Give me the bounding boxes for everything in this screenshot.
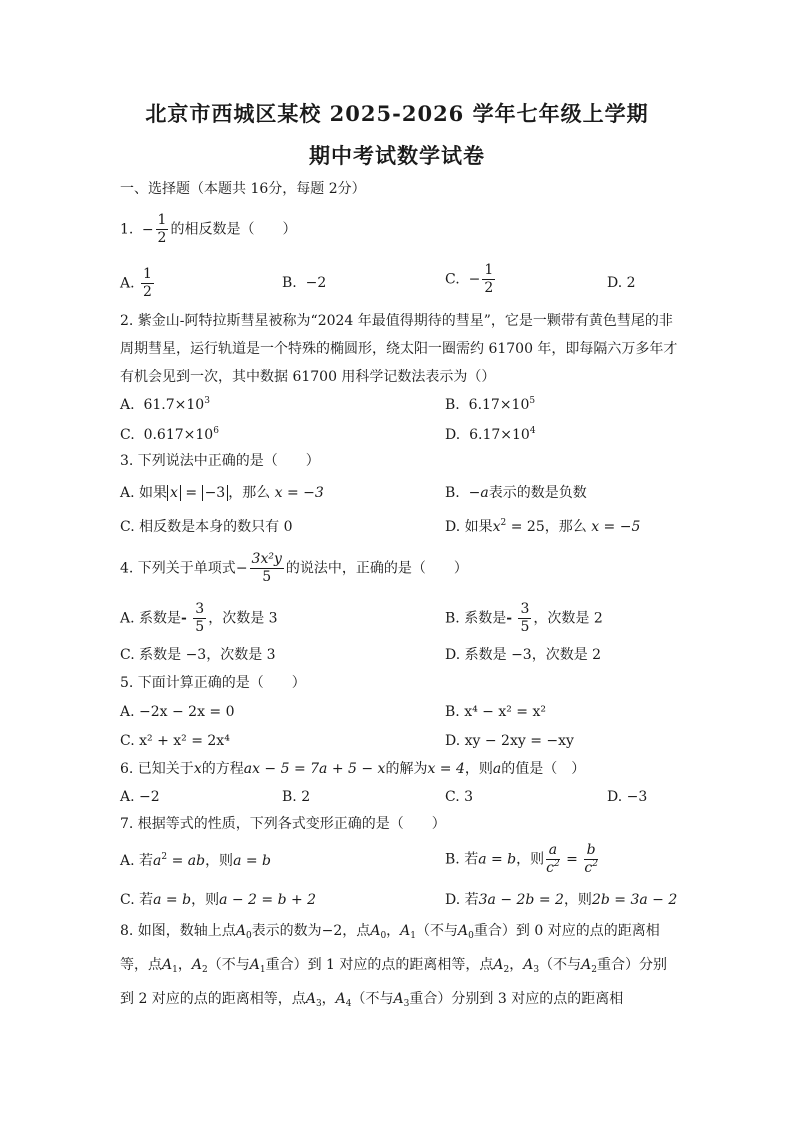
q2-option-d: D. $6.17\times 10^4$ — [445, 426, 536, 443]
question-5-stem: 5. 下面计算正确的是（ ） — [120, 675, 306, 691]
q2-option-a: A. $61.7\times 10^3$ — [120, 396, 210, 413]
question-8-line1: 8. 如图，数轴上点$A_0$表示的数为−2，点$A_0$，$A_1$（不与$A_0$重合）到 0 对应的点的距离相 — [120, 923, 660, 941]
question-2-line3: 有机会见到一次，其中数据 61700 用科学记数法表示为（） — [120, 369, 496, 385]
q1-option-a: A. $\frac{1}{2}$ — [120, 266, 152, 300]
q1-option-c: C. − $\frac{1}{2}$ — [445, 262, 494, 296]
question-7-stem: 7. 根据等式的性质，下列各式变形正确的是（ ） — [120, 816, 446, 832]
q5-option-b: B. x⁴ − x² = x² — [445, 704, 546, 720]
question-8-line3: 到 2 对应的点的距离相等，点$A_3$，$A_4$（不与$A_3$重合）分别到 3 对应的点的距离相 — [120, 991, 624, 1009]
q7-option-d: D. 若3a − 2b = 2，则2b = 3a − 2 — [445, 892, 678, 908]
q3-option-b: B. −a表示的数是负数 — [445, 485, 587, 501]
q6-option-a: A. −2 — [120, 789, 160, 805]
question-stem: 的相反数是（ ） — [170, 221, 297, 238]
q1-option-d: D. 2 — [607, 275, 636, 291]
q4-option-a: A. 系数是- $\frac{3}{5}$ ，次数是 3 — [120, 601, 278, 635]
q3-option-c: C. 相反数是本身的数只有 0 — [120, 519, 293, 535]
q3-option-a: A. 如果 x = −3 ，那么 x = −3 — [120, 485, 324, 501]
question-1: 1. − $\frac{1}{2}$ 的相反数是（ ） — [120, 212, 297, 246]
fraction: $\frac{1}{2}$ — [157, 212, 167, 246]
q2-option-b: B. $6.17\times 10^5$ — [445, 396, 536, 413]
question-2-line2: 周期彗星，运行轨道是一个特殊的椭圆形，绕太阳一圈需约 61700 年，即每隔六万多年才 — [120, 341, 678, 357]
q4-option-c: C. 系数是 −3，次数是 3 — [120, 647, 276, 663]
q1-option-b: B. −2 — [282, 275, 327, 291]
q7-option-c: C. 若a = b，则a − 2 = b + 2 — [120, 892, 317, 908]
q7-option-a: A. 若$a^2$ = ab，则a = b — [120, 852, 272, 869]
question-number: 1. — [120, 221, 134, 238]
question-4-stem: 4. 下列关于单项式− $\frac{\text{3x²y}}{5}$ 的说法中，正确的是（ ） — [120, 551, 468, 585]
q5-option-c: C. x² + x² = 2x⁴ — [120, 733, 230, 749]
q7-option-b: B. 若a = b，则 $\frac{a}{c^2}$ = $\frac{b}{c^2}$ — [445, 842, 598, 876]
question-3-stem: 3. 下列说法中正确的是（ ） — [120, 453, 320, 469]
q3-option-d: D. 如果$x^2 = 25$，那么 x = −5 — [445, 518, 641, 535]
q2-option-c: C. $0.617\times 10^6$ — [120, 426, 219, 443]
q6-option-b: B. 2 — [282, 789, 311, 805]
q6-option-d: D. −3 — [607, 789, 648, 805]
q5-option-d: D. xy − 2xy = −xy — [445, 733, 574, 749]
question-2-line1: 2. 紫金山-阿特拉斯彗星被称为“2024 年最值得期待的彗星”，它是一颗带有黄色彗尾的非 — [120, 313, 673, 329]
q5-option-a: A. −2x − 2x = 0 — [120, 704, 235, 720]
question-6-stem: 6. 已知关于x的方程ax − 5 = 7a + 5 − x的解为x = 4，则a的值是（ ） — [120, 761, 586, 777]
section-heading: 一、选择题（本题共 16分，每题 2分） — [120, 181, 366, 197]
q6-option-c: C. 3 — [445, 789, 474, 805]
question-8-line2: 等，点$A_1$，$A_2$（不与$A_1$重合）到 1 对应的点的距离相等，点$A_2$，$A_3$（不与$A_2$重合）分别 — [120, 957, 667, 975]
q4-option-d: D. 系数是 −3，次数是 2 — [445, 647, 602, 663]
exam-title-line1: 北京市西城区某校 2025-2026 学年七年级上学期 — [145, 101, 649, 126]
exam-title-line2: 期中考试数学试卷 — [309, 143, 485, 168]
q4-option-b: B. 系数是- $\frac{3}{5}$ ，次数是 2 — [445, 601, 603, 635]
